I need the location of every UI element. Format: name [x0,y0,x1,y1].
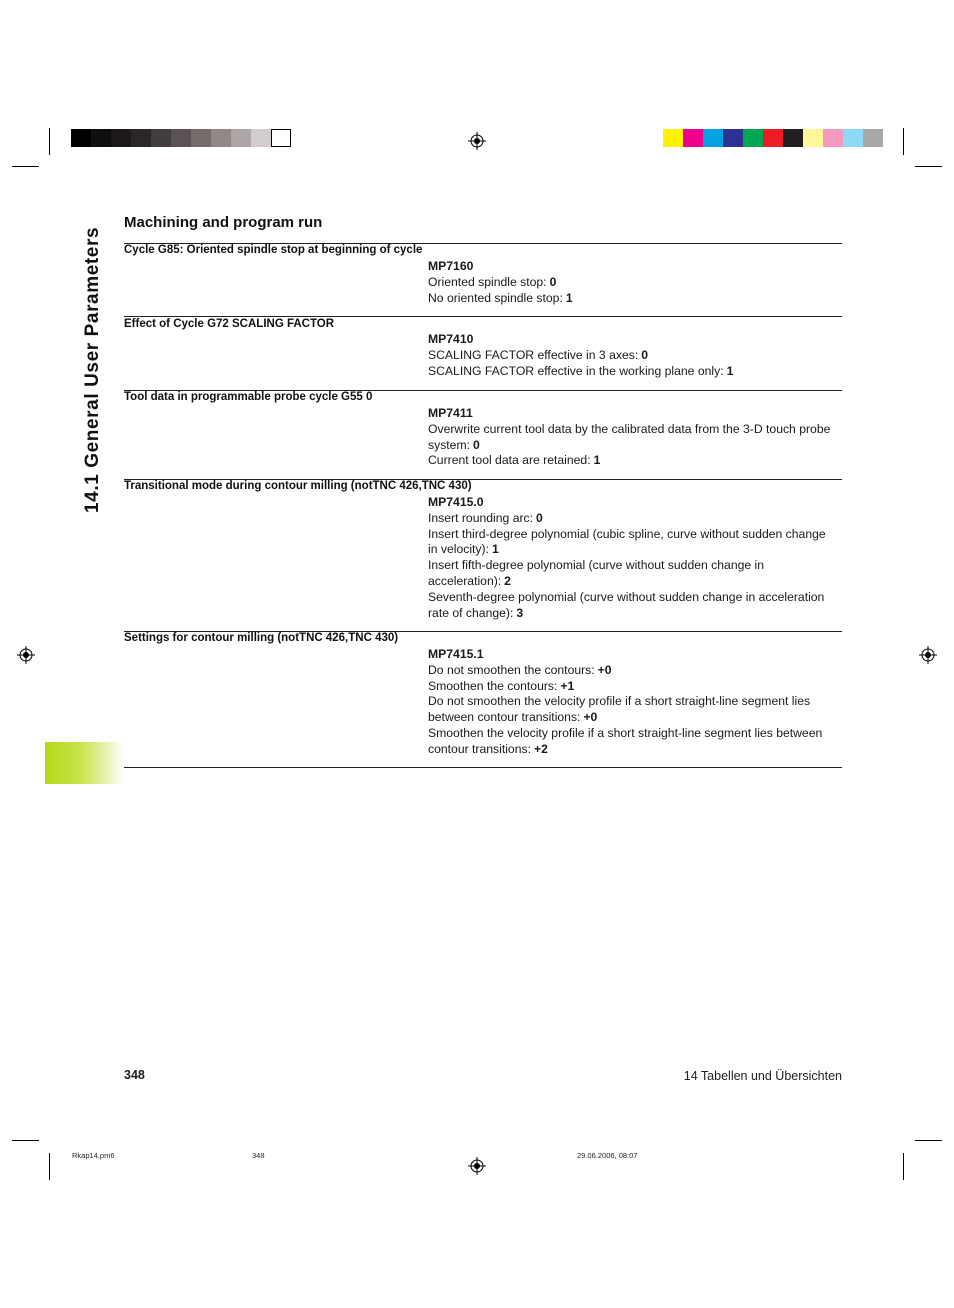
calibration-swatch [171,129,191,147]
calibration-swatch [191,129,211,147]
crop-mark [12,166,39,167]
crop-mark [915,1140,942,1141]
calibration-swatch [71,129,91,147]
param-block [428,332,838,379]
machine-parameter-id: MP7410 [428,332,474,346]
calibration-swatch [151,129,171,147]
machine-parameter-id: MP7411 [428,406,473,420]
param-heading: Tool data in programmable probe cycle G55 0 [124,391,373,403]
calibration-swatch [111,129,131,147]
calibration-swatch [271,129,291,147]
registration-mark-icon [468,132,486,150]
registration-mark-icon [468,1157,486,1175]
slug-page: 348 [252,1151,265,1160]
calibration-swatch [803,129,823,147]
crop-mark [12,1140,39,1141]
slug-datetime: 29.06.2006, 08:07 [577,1151,638,1160]
calibration-swatch [843,129,863,147]
section-title: Machining and program run [124,214,323,231]
calibration-swatch [763,129,783,147]
param-option: Insert rounding arc: 0 [428,510,543,525]
param-option: Oriented spindle stop: 0 [428,274,557,289]
param-block [428,406,838,469]
side-chapter-title-text: 14.1 General User Parameters [82,226,103,513]
param-block [428,647,838,758]
calibration-swatch [131,129,151,147]
calibration-swatch [663,129,683,147]
registration-mark-icon [17,646,35,664]
param-option: Smoothen the contours: +1 [428,678,575,693]
param-option: Do not smoothen the velocity profile if a short straight-line segment lies between contour transitions: +0 [428,694,811,725]
calibration-swatch [743,129,763,147]
chapter-footer: 14 Tabellen und Übersichten [683,1069,842,1083]
param-heading: Effect of Cycle G72 SCALING FACTOR [124,318,335,330]
calibration-swatch [91,129,111,147]
machine-parameter-id: MP7160 [428,259,474,273]
param-block [428,259,838,306]
param-heading: Cycle G85: Oriented spindle stop at beginning of cycle [124,244,423,256]
calibration-swatch [703,129,723,147]
crop-mark [903,1153,904,1180]
crop-mark [49,128,50,155]
param-heading: Settings for contour milling (notTNC 426,TNC 430) [124,632,399,644]
calibration-swatch [823,129,843,147]
param-option: Current tool data are retained: 1 [428,453,601,468]
param-option: No oriented spindle stop: 1 [428,290,573,305]
calibration-swatch [231,129,251,147]
crop-mark [915,166,942,167]
calibration-swatch [683,129,703,147]
section-rule [124,767,842,768]
param-option: Smoothen the velocity profile if a short straight-line segment lies between contour transitions: +2 [428,725,823,756]
page-number: 348 [124,1068,145,1082]
param-option: Insert fifth-degree polynomial (curve without sudden change in acceleration): 2 [428,558,765,588]
crop-mark [903,128,904,155]
calibration-swatch [251,129,271,147]
calibration-swatch [723,129,743,147]
section-rule [124,316,842,317]
calibration-swatch [863,129,883,147]
param-option: SCALING FACTOR effective in the working plane only: 1 [428,363,734,378]
crop-mark [49,1153,50,1180]
param-option: Overwrite current tool data by the calibrated data from the 3-D touch probe system: 0 [428,421,831,452]
param-option: SCALING FACTOR effective in 3 axes: 0 [428,347,648,362]
side-chapter-title [82,213,102,513]
param-block [428,495,838,621]
registration-mark-icon [919,646,937,664]
chapter-tab-marker [45,742,123,784]
param-option: Seventh-degree polynomial (curve without sudden change in acceleration rate of change): 3 [428,589,825,620]
calibration-swatch [211,129,231,147]
machine-parameter-id: MP7415.1 [428,647,484,661]
machine-parameter-id: MP7415.0 [428,495,484,509]
calibration-swatch [783,129,803,147]
param-option: Insert third-degree polynomial (cubic spline, curve without sudden change in velocity): 1 [428,526,826,557]
param-heading: Transitional mode during contour milling (notTNC 426,TNC 430) [124,480,472,492]
param-option: Do not smoothen the contours: +0 [428,662,612,677]
slug-filename: Rkap14.pm6 [72,1151,115,1160]
